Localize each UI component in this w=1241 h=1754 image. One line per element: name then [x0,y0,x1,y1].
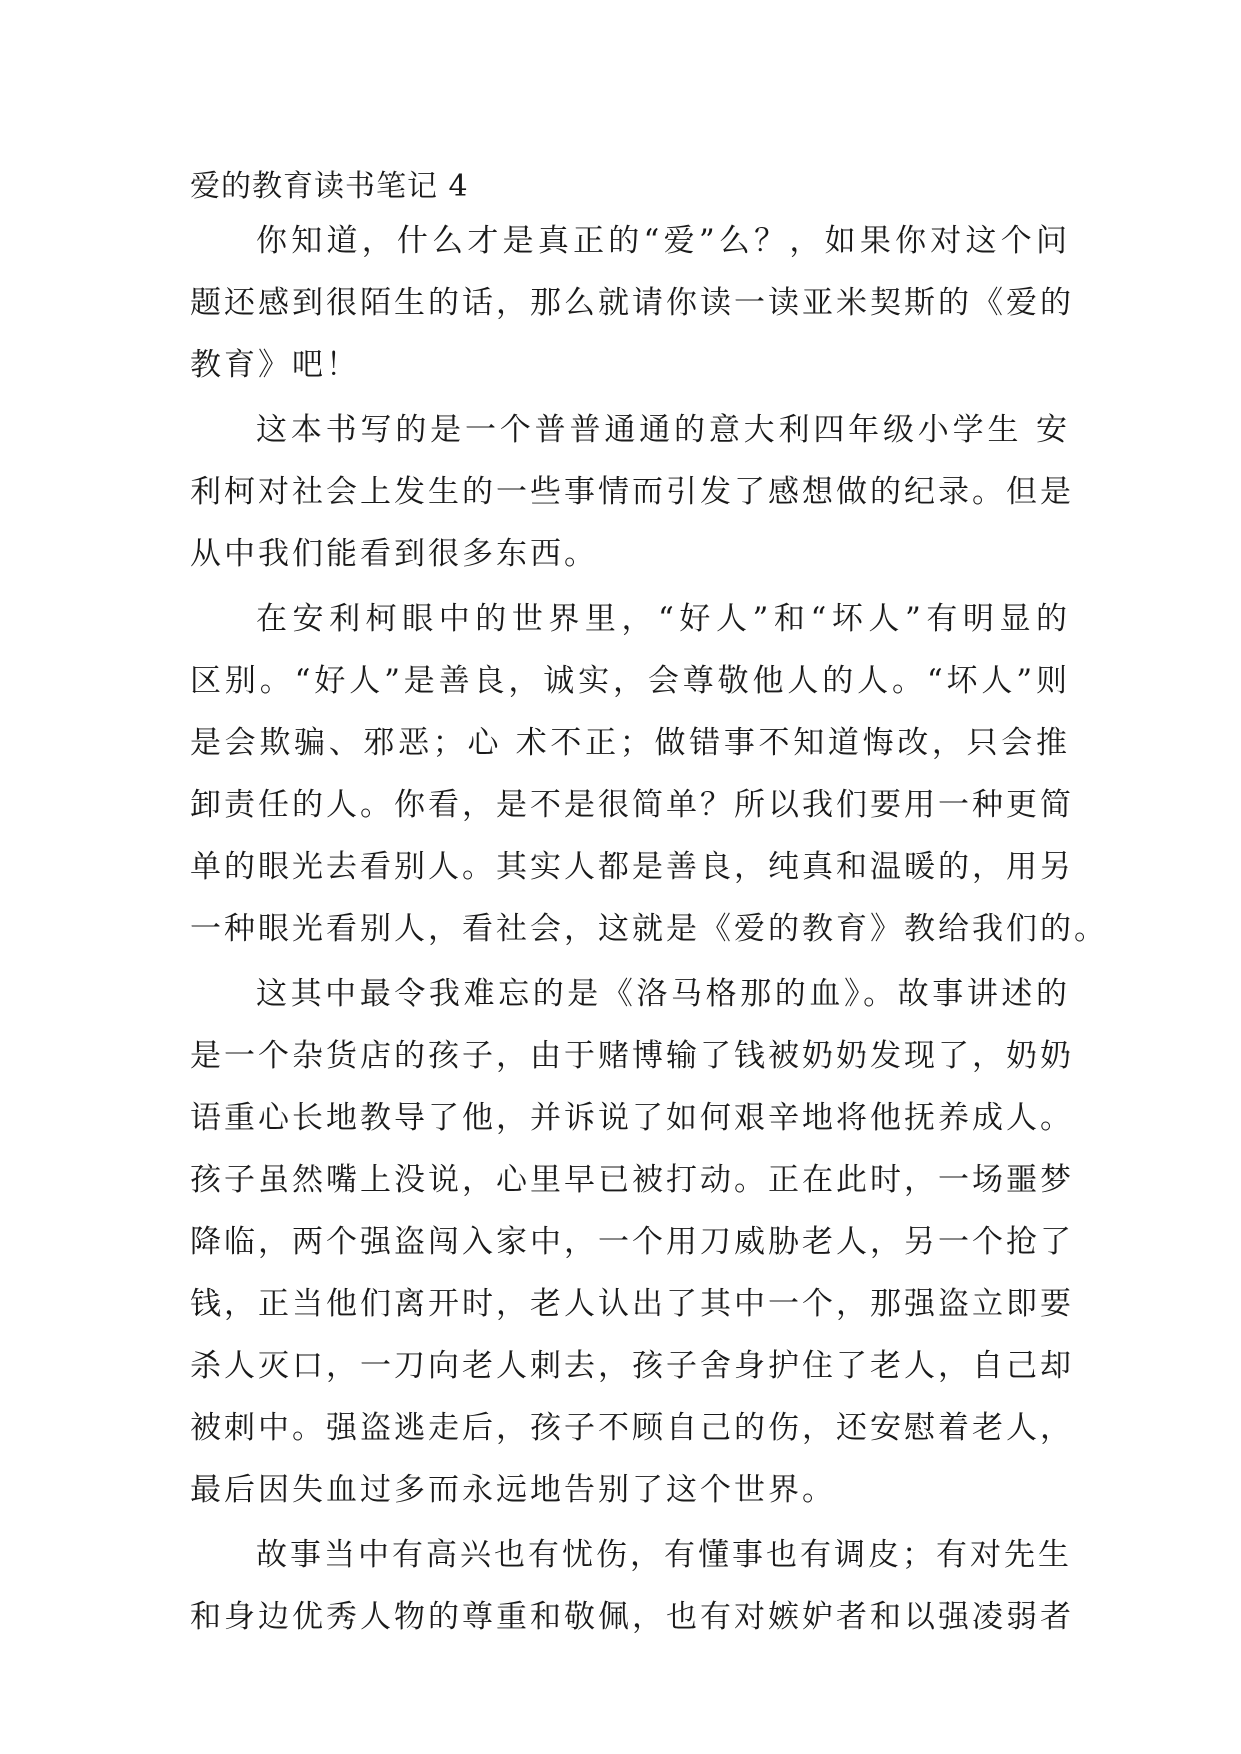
text-line: 教育》吧！ [190,347,360,383]
paragraph-2 [190,399,1074,585]
document-page [190,166,1108,1651]
text-line: 被刺中。强盗逃走后，孩子不顾自己的伤，还安慰着老人， [190,1410,1074,1446]
text-line: 在安利柯眼中的世界里，“好人”和“坏人”有明显的 [256,601,1070,637]
text-line: 孩子虽然嘴上没说，心里早已被打动。正在此时，一场噩梦 [190,1162,1074,1198]
text-line: 和身边优秀人物的尊重和敬佩，也有对嫉妒者和以强凌弱者 [190,1599,1074,1635]
text-line: 题还感到很陌生的话，那么就请你读一读亚米契斯的《爱的 [190,285,1074,321]
paragraph-4 [190,963,1074,1521]
text-line: 语重心长地教导了他，并诉说了如何艰辛地将他抚养成人。 [190,1100,1074,1136]
text-line: 你知道，什么才是真正的“爱”么？，如果你对这个问 [256,223,1070,259]
document-title: 爱的教育读书笔记 4 [190,169,469,204]
paragraph-3 [190,588,1108,960]
text-line: 利柯对社会上发生的一些事情而引发了感想做的纪录。但是 [190,474,1074,510]
text-line: 一种眼光看别人，看社会，这就是《爱的教育》教给我们的。 [190,911,1108,947]
text-line: 是一个杂货店的孩子，由于赌博输了钱被奶奶发现了，奶奶 [190,1038,1074,1074]
text-line: 区别。“好人”是善良，诚实，会尊敬他人的人。“坏人”则 [190,663,1070,699]
text-line: 故事当中有高兴也有忧伤，有懂事也有调皮；有对先生 [256,1537,1072,1573]
text-line: 从中我们能看到很多东西。 [190,536,598,572]
text-line: 降临，两个强盗闯入家中，一个用刀威胁老人，另一个抢了 [190,1224,1074,1260]
text-line: 这本书写的是一个普普通通的意大利四年级小学生 安 [256,412,1070,448]
paragraph-1 [190,210,1074,396]
text-line: 最后因失血过多而永远地告别了这个世界。 [190,1472,836,1508]
text-line: 钱，正当他们离开时，老人认出了其中一个，那强盗立即要 [190,1286,1074,1322]
text-line: 卸责任的人。你看，是不是很简单？所以我们要用一种更简 [190,787,1074,823]
paragraph-5 [190,1524,1074,1648]
text-line: 单的眼光去看别人。其实人都是善良，纯真和温暖的，用另 [190,849,1074,885]
text-line: 这其中最令我难忘的是《洛马格那的血》。故事讲述的 [256,976,1070,1012]
text-line: 是会欺骗、邪恶；心 术不正；做错事不知道悔改，只会推 [190,725,1070,761]
text-line: 杀人灭口，一刀向老人刺去，孩子舍身护住了老人，自己却 [190,1348,1074,1384]
